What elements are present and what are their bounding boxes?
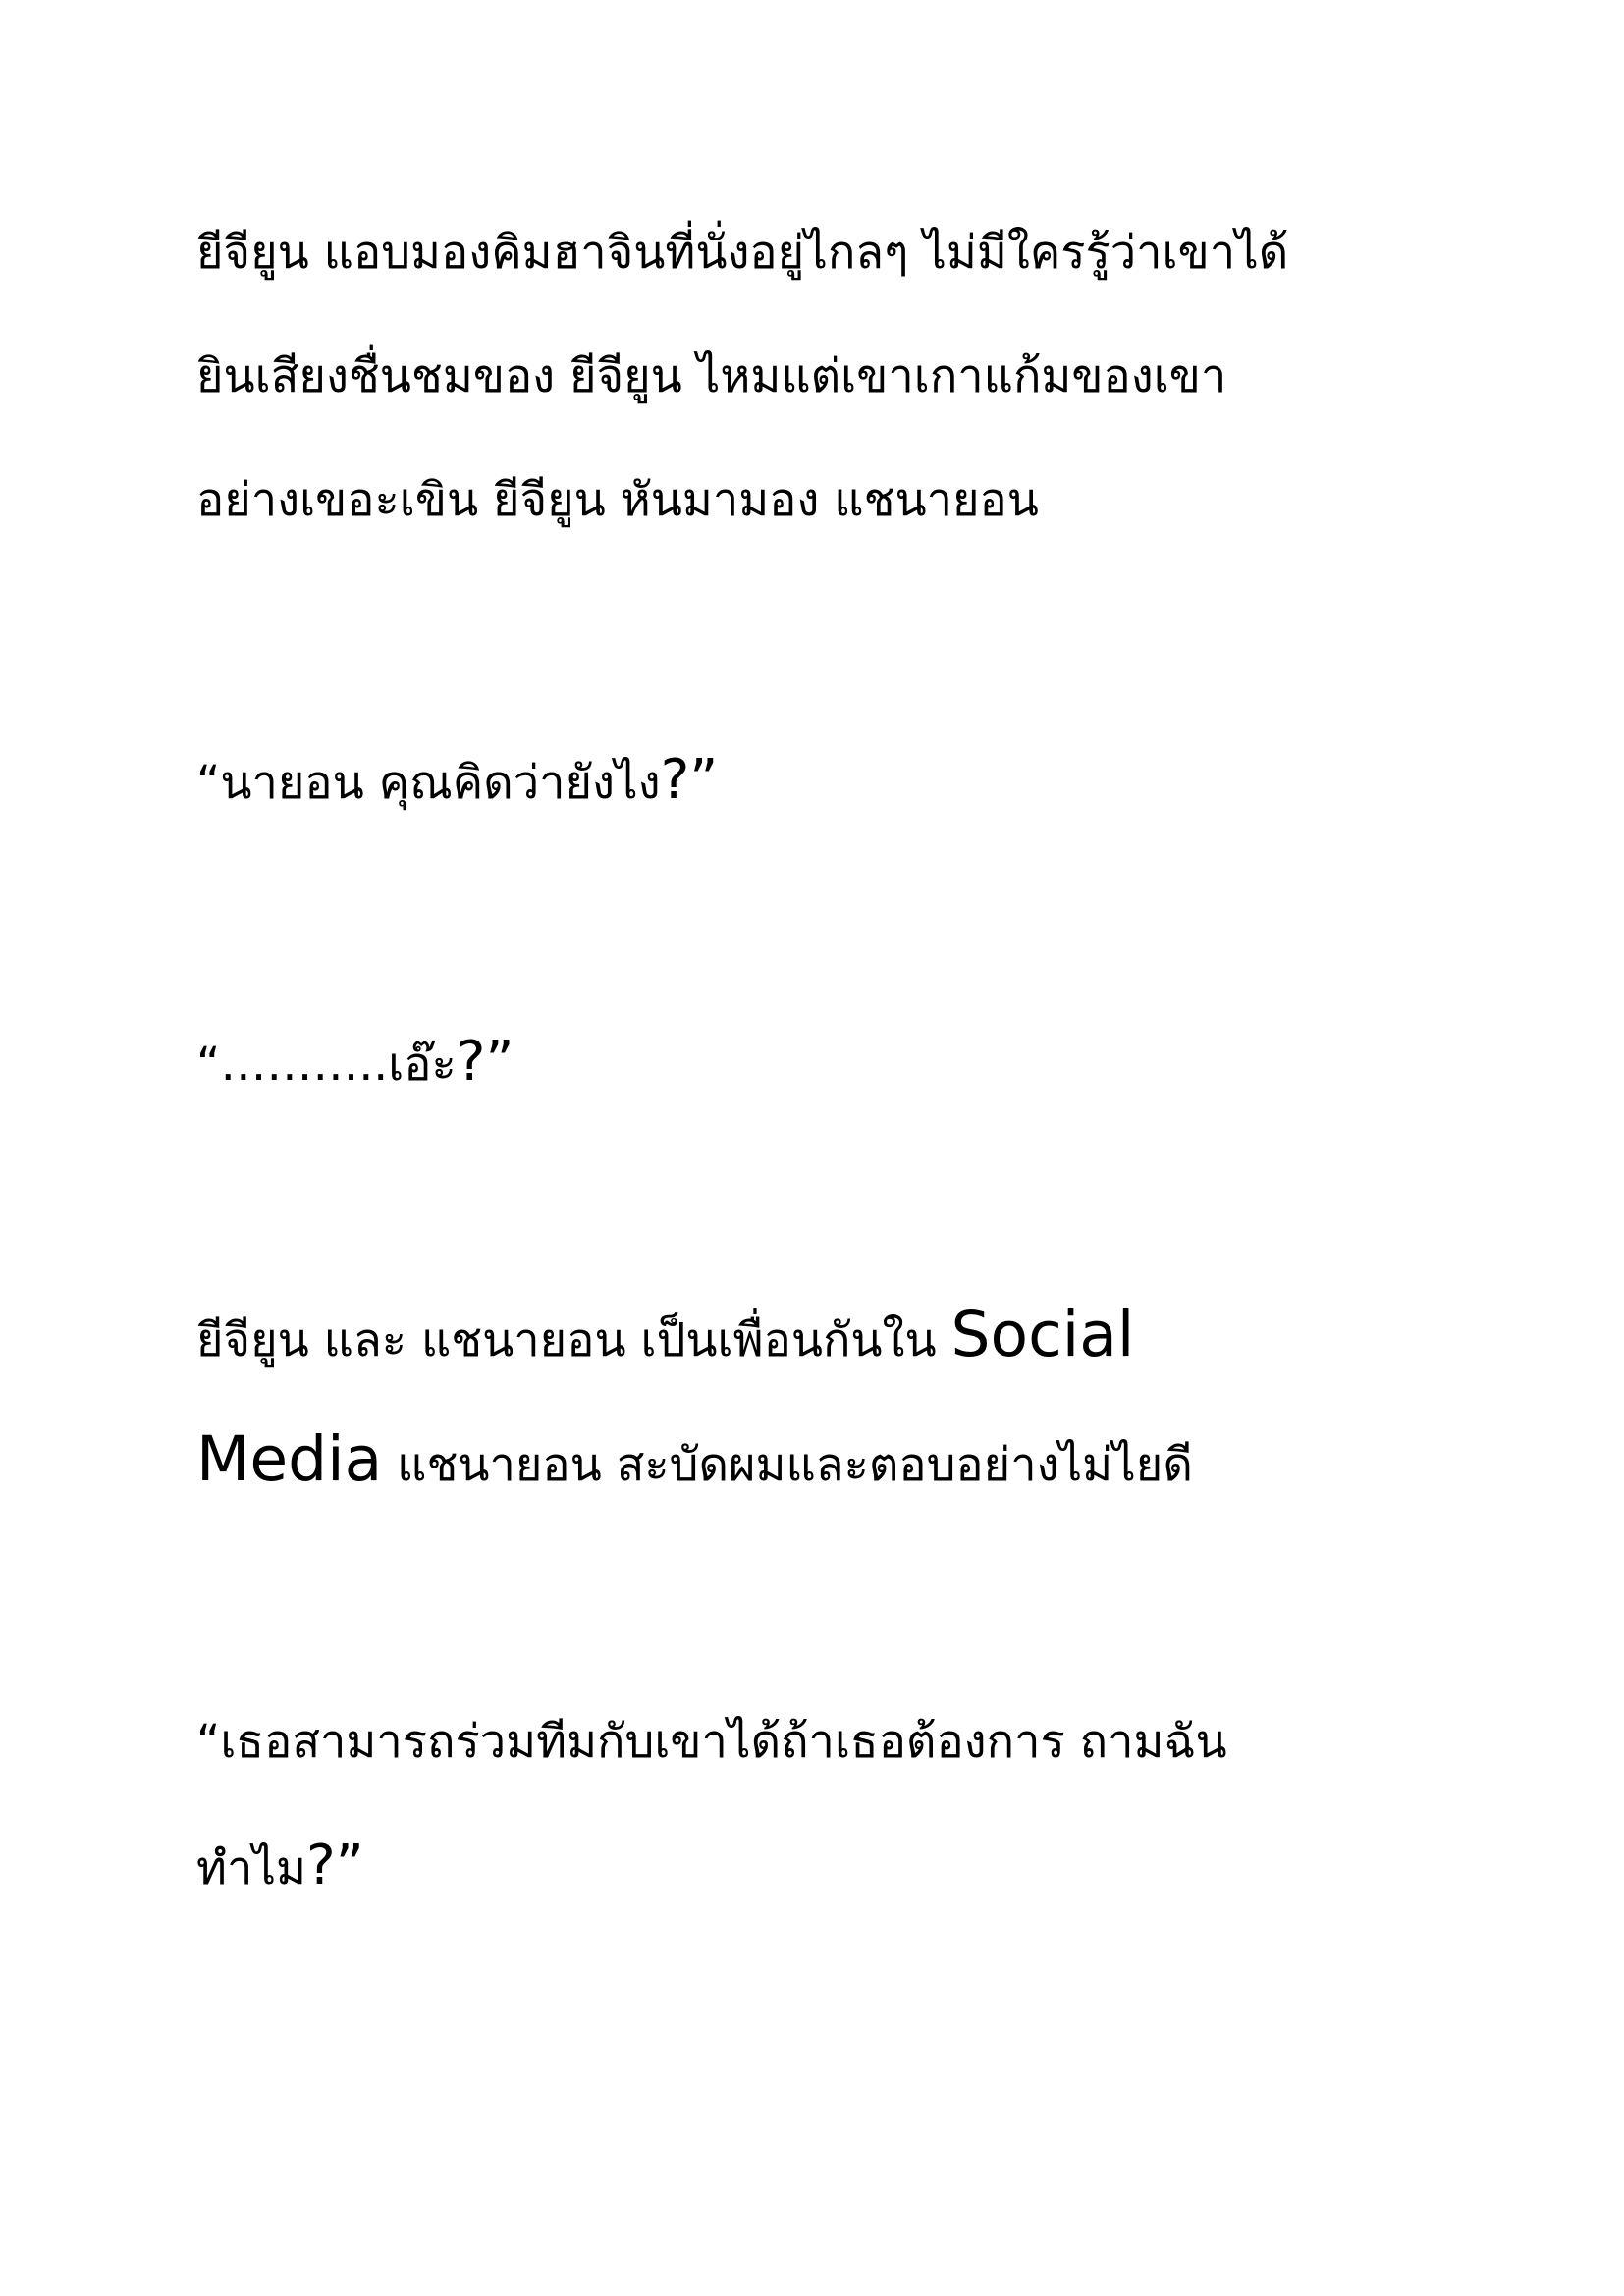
paragraph-2-line-1-latin: Social [950,1299,1135,1370]
paragraph-2-line-1 [196,1299,1135,1370]
dialogue-3-line-2-text: ทำไม [196,1842,306,1896]
paragraph-2-line-1-thai: ยีจียูน และ แชนายอน เป็นเพื่อนกันใน [196,1313,951,1367]
paragraph-2-line-2-thai: แชนายอน สะบัดผมและตอบอย่างไม่ไยดี [382,1438,1193,1492]
paragraph-1-line-1: ยีจียูน แอบมองคิมฮาจินที่นั่งอยู่ไกลๆ ไม่มีใครรู้ว่าเขาได้ [196,226,1289,280]
dialogue-2 [196,1030,514,1095]
paragraph-1-line-3: อย่างเขอะเขิน ยีจียูน หันมามอง แชนายอน [196,473,1039,527]
paragraph-2-line-2-latin: Media [196,1423,383,1495]
dialogue-1 [196,748,719,813]
paragraph-1-line-2: ยินเสียงชื่นชมของ ยีจียูน ไหมแต่เขาเกาแก้มของเขา [196,349,1227,403]
dialogue-2-text: “………..เอ๊ะ [196,1038,457,1092]
dialogue-3-line-2 [196,1834,364,1898]
paragraph-2-line-2 [196,1423,1193,1495]
dialogue-1-end: ?” [660,748,719,812]
dialogue-2-end: ?” [456,1030,514,1094]
dialogue-3-line-1: “เธอสามารถร่วมทีมกับเขาได้ถ้าเธอต้องการ ถามฉัน [196,1715,1227,1769]
dialogue-3-line-2-end: ?” [306,1834,364,1897]
dialogue-1-text: “นายอน คุณคิดว่ายังไง [196,756,661,810]
